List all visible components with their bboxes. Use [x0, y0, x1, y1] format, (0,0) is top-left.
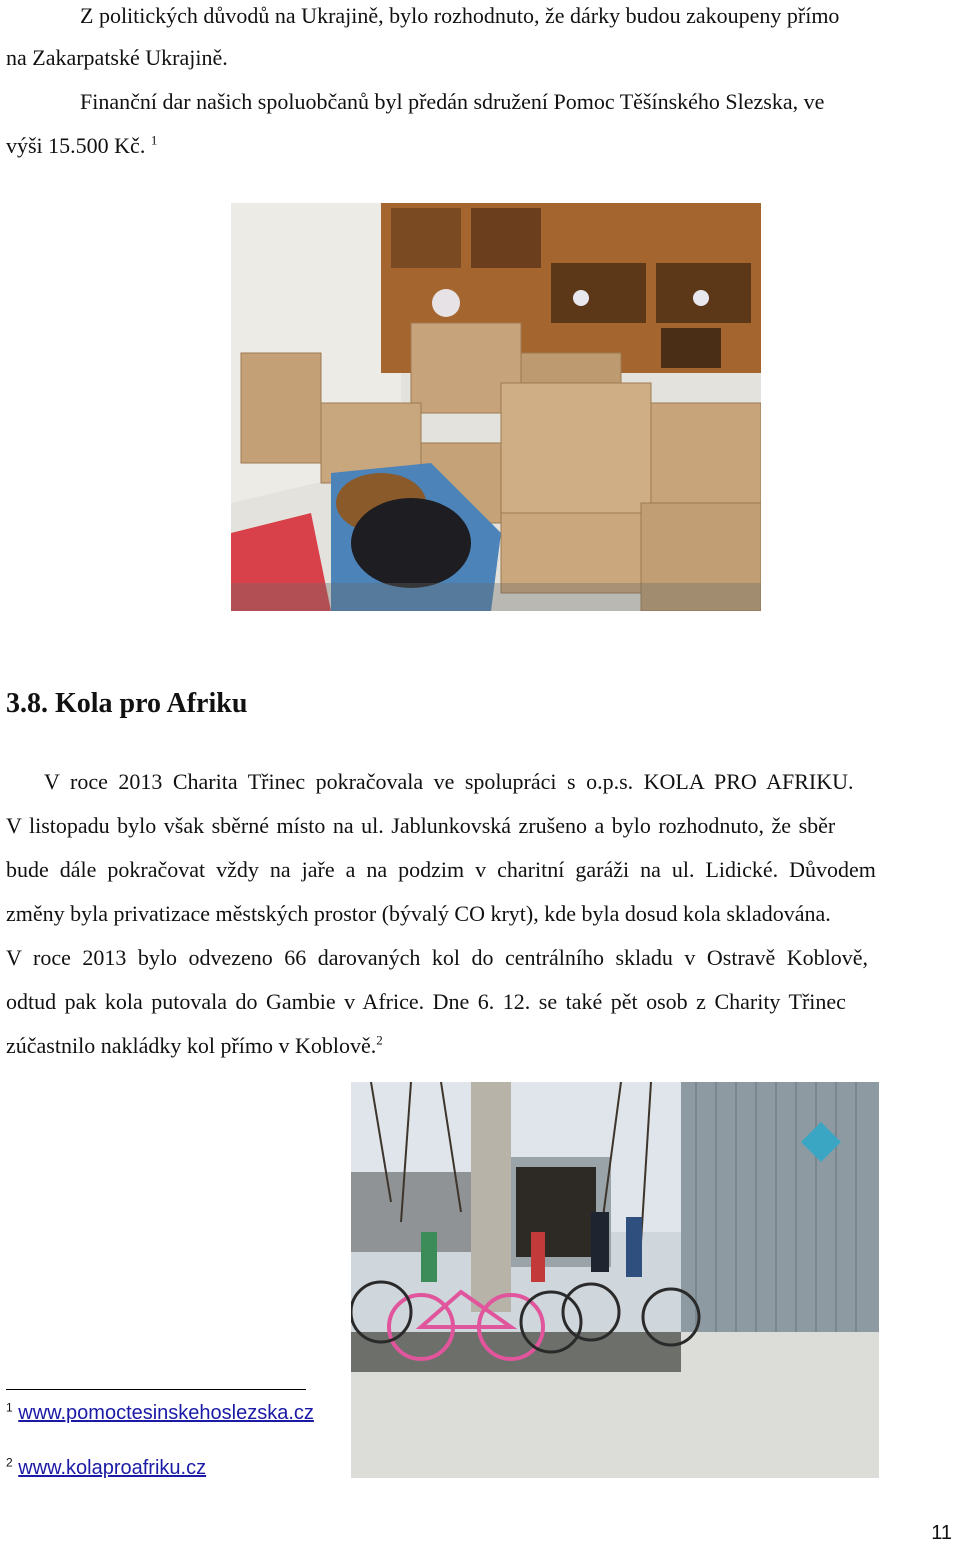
- footnote-2: [6, 1457, 206, 1480]
- footnote-ref: 2: [376, 1032, 383, 1048]
- paragraph-line: na Zakarpatské Ukrajině.: [6, 45, 228, 70]
- paragraph-text: V roce 2013 Charita Třinec pokračovala ve spolupráci s o.p.s. KOLA PRO AFRIKU.: [44, 769, 854, 794]
- footnote-number: 2: [6, 1455, 13, 1470]
- paragraph-line: V listopadu bylo však sběrné místo na ul. Jablunkovská zrušeno a bylo rozhodnuto, že sběr: [6, 813, 836, 838]
- paragraph-line: [6, 132, 157, 160]
- photo-bikes-loading-image: [351, 1082, 879, 1478]
- paragraph-line: změny byla privatizace městských prostor (bývalý CO kryt), kde byla dosud kola skladována.: [6, 901, 831, 926]
- paragraph-line: Z politických důvodů na Ukrajině, bylo rozhodnuto, že dárky budou zakoupeny přímo: [80, 3, 840, 28]
- page-number: 11: [931, 1522, 952, 1544]
- footnote-link[interactable]: www.kolaproafriku.cz: [18, 1457, 207, 1479]
- footnote-ref: 1: [150, 132, 158, 148]
- paragraph-line: V roce 2013 bylo odvezeno 66 darovaných kol do centrálního skladu v Ostravě Koblově,: [6, 945, 869, 970]
- footnote-1: [6, 1402, 314, 1425]
- paragraph-line: [6, 1032, 383, 1060]
- photo-gift-boxes-image: [231, 203, 761, 611]
- paragraph-line: Finanční dar našich spoluobčanů byl předán sdružení Pomoc Těšínského Slezska, ve: [80, 89, 825, 114]
- paragraph-line: [44, 768, 956, 796]
- paragraph-text: zúčastnilo nakládky kol přímo v Koblově.: [6, 1033, 377, 1058]
- footnote-link[interactable]: www.pomoctesinskehoslezska.cz: [18, 1402, 314, 1424]
- footnote-separator: [6, 1389, 306, 1390]
- paragraph-line: odtud pak kola putovala do Gambie v Africe. Dne 6. 12. se také pět osob z Charity Třinec: [6, 989, 846, 1014]
- photo-gift-boxes: [231, 203, 761, 611]
- paragraph-line: bude dále pokračovat vždy na jaře a na podzim v charitní garáži na ul. Lidické. Důvodem: [6, 857, 876, 882]
- paragraph-text: výši 15.500 Kč.: [6, 133, 146, 158]
- footnote-number: 1: [6, 1400, 13, 1415]
- photo-bikes-loading: [351, 1082, 879, 1478]
- section-heading: 3.8. Kola pro Afriku: [6, 688, 248, 719]
